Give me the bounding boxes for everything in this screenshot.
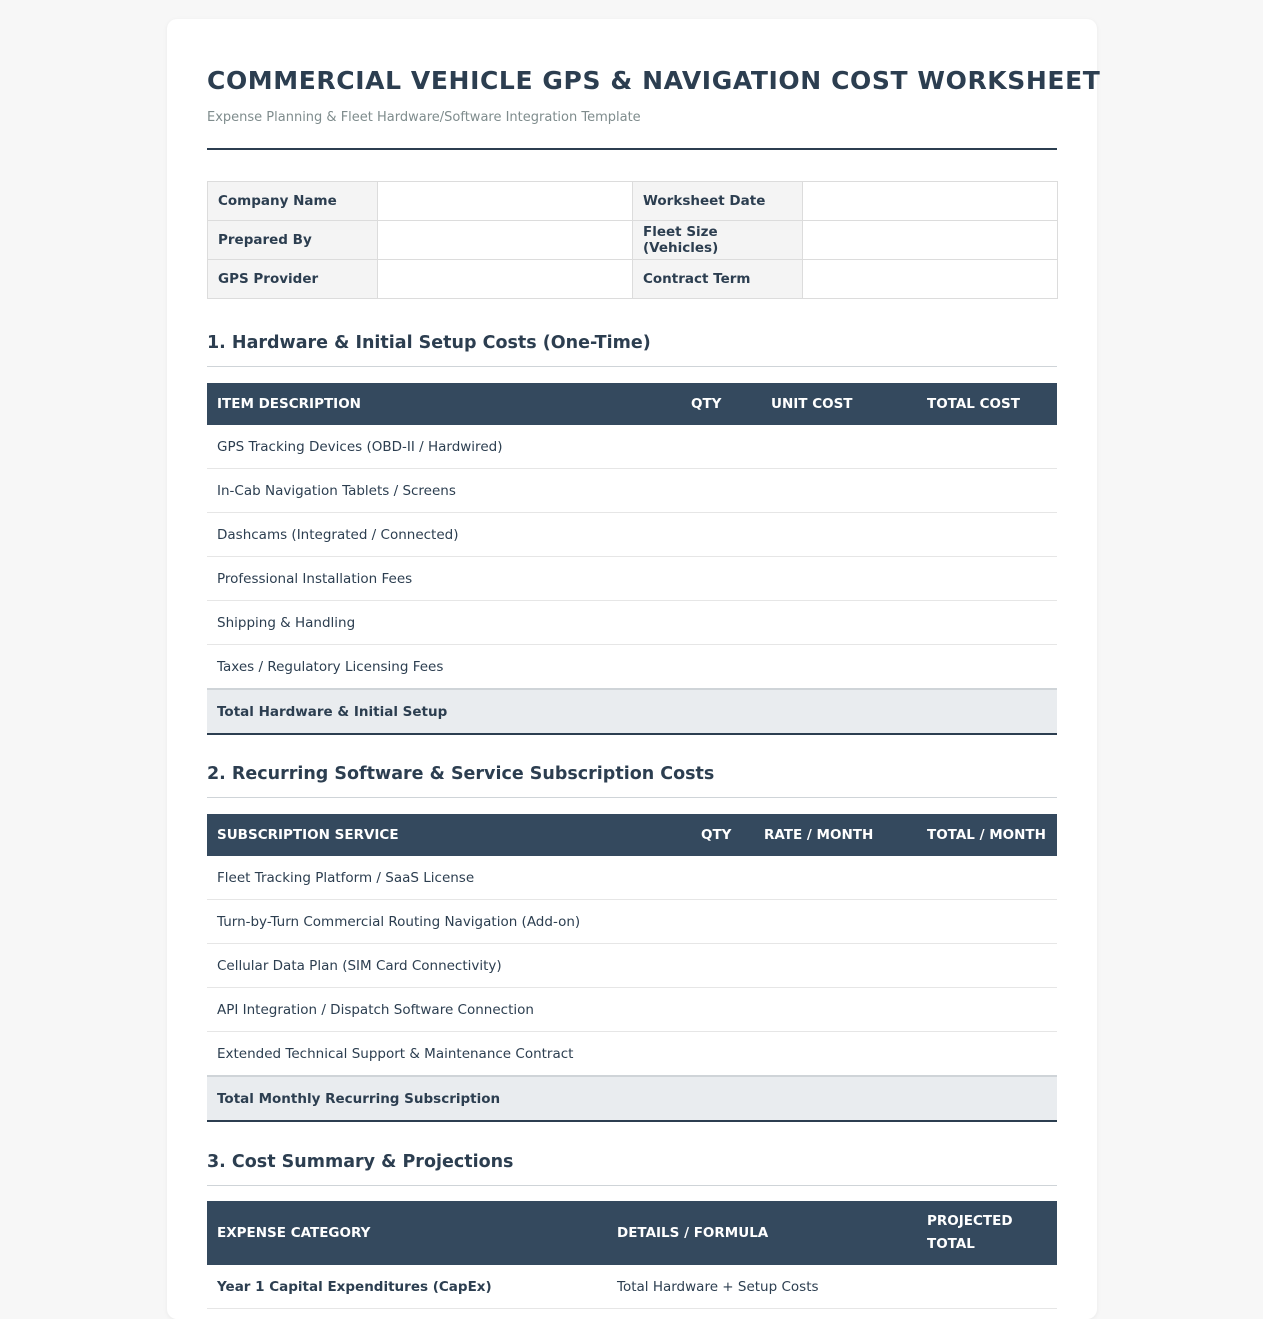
column-header: RATE / MONTH [754, 814, 917, 856]
prepared-by-label: Prepared By [208, 221, 378, 260]
monthly-total-cell[interactable] [917, 856, 1057, 900]
table-row [207, 513, 1057, 557]
item-description: Professional Installation Fees [207, 557, 681, 601]
total-label: Total Hardware & Initial Setup [207, 689, 917, 734]
qty-cell[interactable] [691, 1032, 754, 1077]
item-description: Dashcams (Integrated / Connected) [207, 513, 681, 557]
table-row [207, 557, 1057, 601]
qty-cell[interactable] [681, 513, 761, 557]
item-description: In-Cab Navigation Tablets / Screens [207, 469, 681, 513]
total-cost-cell[interactable] [917, 601, 1057, 645]
service-description: Cellular Data Plan (SIM Card Connectivity) [207, 944, 691, 988]
total-row [207, 689, 1057, 734]
info-table [207, 181, 1058, 299]
fleet-size-label: Fleet Size (Vehicles) [633, 221, 803, 260]
qty-cell[interactable] [681, 645, 761, 690]
table-row [207, 988, 1057, 1032]
unit-cost-cell[interactable] [761, 513, 917, 557]
hardware-cost-table [207, 383, 1057, 735]
table-row [207, 856, 1057, 900]
info-row [208, 221, 1058, 260]
contract-term-label: Contract Term [633, 260, 803, 299]
qty-cell[interactable] [691, 856, 754, 900]
column-header: TOTAL COST [917, 383, 1057, 425]
table-row [207, 1265, 1057, 1309]
column-header: QTY [681, 383, 761, 425]
monthly-total-cell[interactable] [917, 1032, 1057, 1077]
table-row [207, 944, 1057, 988]
table-header-row [207, 1201, 1057, 1265]
service-description: Extended Technical Support & Maintenance Contract [207, 1032, 691, 1077]
column-header: QTY [691, 814, 754, 856]
column-header: ITEM DESCRIPTION [207, 383, 681, 425]
subscription-cost-table [207, 814, 1057, 1122]
monthly-total-cell[interactable] [917, 900, 1057, 944]
total-cost-cell[interactable] [917, 645, 1057, 690]
table-row [207, 469, 1057, 513]
total-cost-cell[interactable] [917, 513, 1057, 557]
total-cost-cell[interactable] [917, 557, 1057, 601]
fleet-size-field[interactable] [803, 221, 1058, 260]
table-row [207, 1032, 1057, 1077]
table-header-row [207, 383, 1057, 425]
column-header: TOTAL / MONTH [917, 814, 1057, 856]
item-description: Taxes / Regulatory Licensing Fees [207, 645, 681, 690]
service-description: Turn-by-Turn Commercial Routing Navigation (Add-on) [207, 900, 691, 944]
unit-cost-cell[interactable] [761, 425, 917, 469]
column-header: UNIT COST [761, 383, 917, 425]
section-hardware-title: 1. Hardware & Initial Setup Costs (One-Time) [207, 333, 651, 353]
total-label: Total Monthly Recurring Subscription [207, 1076, 917, 1121]
cost-summary-table [207, 1201, 1057, 1309]
service-description: Fleet Tracking Platform / SaaS License [207, 856, 691, 900]
rate-cell[interactable] [754, 856, 917, 900]
unit-cost-cell[interactable] [761, 645, 917, 690]
section-summary-title: 3. Cost Summary & Projections [207, 1152, 514, 1172]
monthly-total-cell[interactable] [917, 988, 1057, 1032]
prepared-by-field[interactable] [378, 221, 633, 260]
section-subscription-title: 2. Recurring Software & Service Subscription Costs [207, 764, 715, 784]
unit-cost-cell[interactable] [761, 469, 917, 513]
title-divider [207, 148, 1057, 150]
unit-cost-cell[interactable] [761, 601, 917, 645]
company-name-field[interactable] [378, 182, 633, 221]
total-value-cell[interactable] [917, 1076, 1057, 1121]
section-divider [207, 797, 1057, 798]
qty-cell[interactable] [681, 425, 761, 469]
company-name-label: Company Name [208, 182, 378, 221]
contract-term-field[interactable] [803, 260, 1058, 299]
qty-cell[interactable] [681, 469, 761, 513]
qty-cell[interactable] [691, 988, 754, 1032]
table-header-row [207, 814, 1057, 856]
item-description: Shipping & Handling [207, 601, 681, 645]
total-cost-cell[interactable] [917, 425, 1057, 469]
section-divider [207, 366, 1057, 367]
worksheet-date-label: Worksheet Date [633, 182, 803, 221]
qty-cell[interactable] [691, 900, 754, 944]
column-header: PROJECTED TOTAL [917, 1201, 1057, 1265]
expense-category: Year 1 Capital Expenditures (CapEx) [207, 1265, 607, 1309]
service-description: API Integration / Dispatch Software Connection [207, 988, 691, 1032]
column-header: SUBSCRIPTION SERVICE [207, 814, 691, 856]
details-formula: Total Hardware + Setup Costs [607, 1265, 917, 1309]
column-header: EXPENSE CATEGORY [207, 1201, 607, 1265]
worksheet-page [167, 19, 1101, 1319]
projected-total-cell[interactable] [917, 1265, 1057, 1309]
table-row [207, 900, 1057, 944]
rate-cell[interactable] [754, 1032, 917, 1077]
monthly-total-cell[interactable] [917, 944, 1057, 988]
table-row [207, 601, 1057, 645]
total-cost-cell[interactable] [917, 469, 1057, 513]
total-value-cell[interactable] [917, 689, 1057, 734]
rate-cell[interactable] [754, 988, 917, 1032]
unit-cost-cell[interactable] [761, 557, 917, 601]
qty-cell[interactable] [691, 944, 754, 988]
info-row [208, 260, 1058, 299]
qty-cell[interactable] [681, 601, 761, 645]
table-row [207, 425, 1057, 469]
section-divider [207, 1185, 1057, 1186]
rate-cell[interactable] [754, 944, 917, 988]
item-description: GPS Tracking Devices (OBD-II / Hardwired) [207, 425, 681, 469]
gps-provider-label: GPS Provider [208, 260, 378, 299]
table-row [207, 645, 1057, 690]
total-row [207, 1076, 1057, 1121]
info-row [208, 182, 1058, 221]
gps-provider-field[interactable] [378, 260, 633, 299]
worksheet-date-field[interactable] [803, 182, 1058, 221]
column-header: DETAILS / FORMULA [607, 1201, 917, 1265]
page-title: COMMERCIAL VEHICLE GPS & NAVIGATION COST WORKSHEET [207, 66, 1101, 95]
rate-cell[interactable] [754, 900, 917, 944]
page-subtitle: Expense Planning & Fleet Hardware/Software Integration Template [207, 110, 641, 125]
qty-cell[interactable] [681, 557, 761, 601]
